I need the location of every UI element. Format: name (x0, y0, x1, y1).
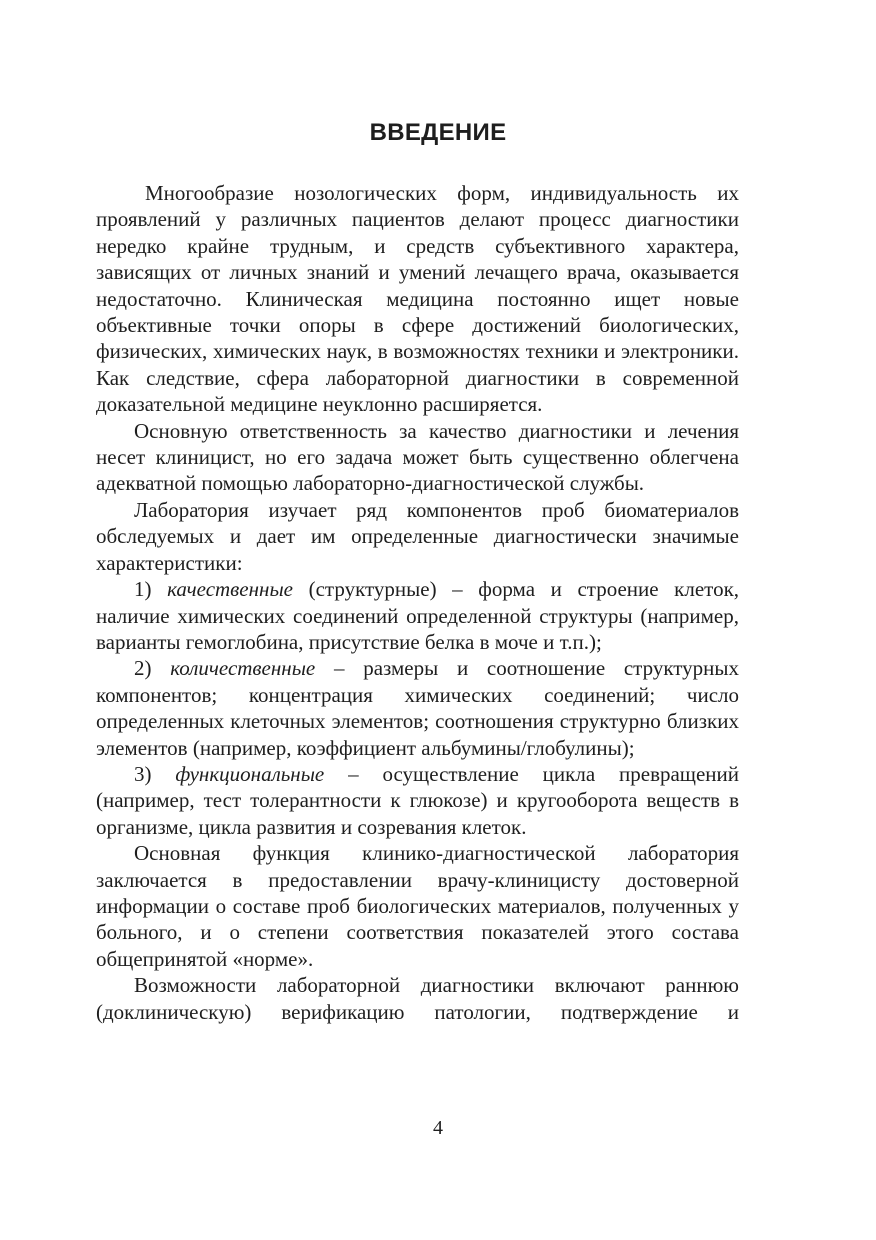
paragraph-possibilities: Возможности лабораторной диагностики включают раннюю (доклиническую) верификацию патологии, подтверждение и (96, 973, 739, 1024)
list-item-quantitative (96, 655, 739, 761)
list-item-number: 3) (134, 761, 152, 786)
list-item-text: размеры и соотношение структурных компонентов; концентрация химических соединений; число определенных клеточных элементов; соотношения структурно близких элементов (например, коэффициент альбумины/глобулины); (96, 656, 740, 760)
list-item-term: качественные (167, 577, 293, 602)
paragraph-main-function: Основная функция клинико-диагностической лаборатория заключается в предоставлении врачу-клиницисту достоверной информации о составе проб биологических материалов, полученных у больного, и о степени соответствия показателей этого состава общепринятой «норме». (96, 841, 739, 971)
list-item-number: 2) (134, 656, 152, 681)
page-body (96, 180, 739, 1025)
list-item-qualitative (96, 576, 739, 655)
paragraph-intro: Многообразие нозологических форм, индивидуальность их проявлений у различных пациентов делают процесс диагностики нередко крайне трудным, и средств субъективного характера, зависящих от личных знаний и умений лечащего врача, оказывается недостаточно. Клиническая медицина постоянно ищет новые объективные точки опоры в сфере достижений биологических, физических, химических наук, в возможностях техники и электроники. Как следствие, сфера лабораторной диагностики в современной доказательной медицине неуклонно расширяется. (96, 181, 739, 417)
list-item-dash: – (333, 656, 345, 681)
page-number: 4 (433, 1117, 443, 1139)
list-item-text: (структурные) – форма и строение клеток, наличие химических соединений определенной структуры (например, варианты гемоглобина, присутствие белка в моче и т.п.); (96, 577, 740, 654)
list-item-number: 1) (134, 577, 152, 602)
list-item-term: количественные (170, 656, 316, 681)
paragraph-responsibility: Основную ответственность за качество диагностики и лечения несет клиницист, но его задача может быть существенно облегчена адекватной помощью лабораторно-диагностической службы. (96, 418, 739, 496)
list-item-functional (96, 761, 739, 840)
paragraph-laboratory: Лаборатория изучает ряд компонентов проб биоматериалов обследуемых и дает им определенные диагностически значимые характеристики: (96, 497, 739, 575)
list-item-term: функциональные (175, 761, 325, 786)
page-title: ВВЕДЕНИЕ (369, 119, 507, 146)
list-item-text: – осуществление цикла превращений (например, тест толерантности к глюкозе) и кругооборота веществ в организме, цикла развития и созревания клеток. (96, 761, 740, 839)
